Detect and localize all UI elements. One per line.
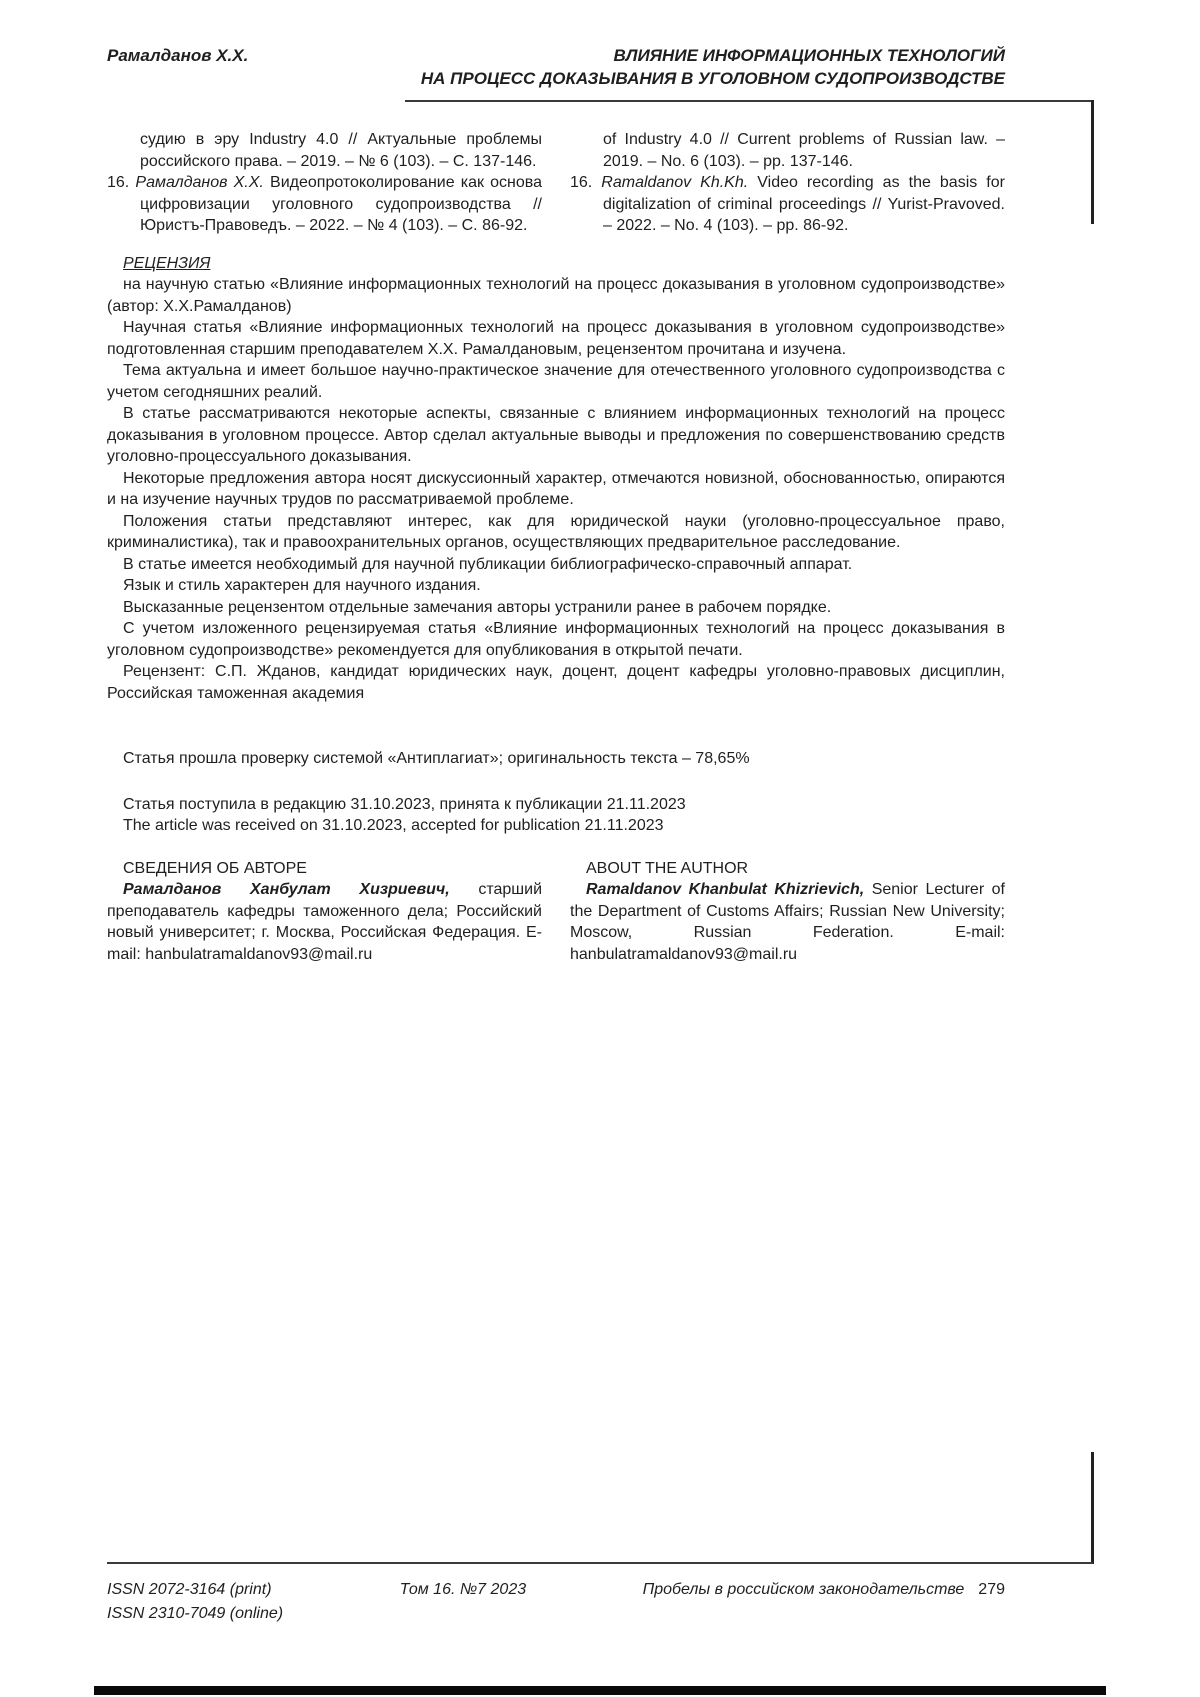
about-author-ru xyxy=(107,858,542,966)
reference-continuation-en: of Industry 4.0 // Current problems of Russian law. – 2019. – No. 6 (103). – pp. 137-146. xyxy=(603,131,1005,170)
running-header-title-line1: ВЛИЯНИЕ ИНФОРМАЦИОННЫХ ТЕХНОЛОГИЙ xyxy=(613,46,1005,65)
references-column-ru xyxy=(107,129,542,237)
plagiarism-note: Статья прошла проверку системой «Антиплагиат»; оригинальность текста – 78,65% xyxy=(123,750,750,767)
page-number: 279 xyxy=(978,1581,1005,1598)
right-margin-rule-bottom xyxy=(1091,1452,1094,1564)
reference-author: Рамалданов Х.Х. xyxy=(135,174,264,191)
footer-journal-block xyxy=(643,1578,1005,1602)
right-margin-rule-top xyxy=(1091,100,1094,224)
review-paragraph: В статье рассматриваются некоторые аспекты, связанные с влиянием информационных технологий на процесс доказывания в уголовном процессе. Автор сделал актуальные выводы и предложения по совершенствованию средств уголовно-процессуального доказывания. xyxy=(107,405,1005,465)
footer-divider xyxy=(107,1562,1093,1564)
running-header xyxy=(107,44,1005,90)
review-paragraph: В статье имеется необходимый для научной публикации библиографическо-справочный аппарат. xyxy=(123,555,853,573)
references-section xyxy=(107,129,1005,237)
footer-volume: Том 16. №7 2023 xyxy=(399,1581,527,1598)
reference-text: Video recording as the basis for digitalization of criminal proceedings // Yurist-Pravoved. – 2022. – No. 4 (103). – pp. 86-92. xyxy=(603,174,1005,234)
reference-item-16-en xyxy=(570,172,1005,237)
review-paragraph: Некоторые предложения автора носят дискуссионный характер, отмечаются новизной, обоснованностью, опираются и на изучение научных трудов по рассматриваемой проблеме. xyxy=(107,469,1005,508)
author-name-en: Ramaldanov Khanbulat Khizrievich, xyxy=(586,881,865,898)
received-dates xyxy=(107,794,1005,837)
references-column-en xyxy=(570,129,1005,237)
running-header-author: Рамалданов Х.Х. xyxy=(107,46,249,65)
reference-number: 16. xyxy=(570,174,593,191)
author-details-ru: старший преподаватель кафедры таможенного дела; Российский новый университет; г. Москва, Российская Федерация. E-mail: hanbulatramaldanov93@mail.ru xyxy=(107,881,542,963)
about-text-en xyxy=(570,879,1005,965)
review-paragraph: Научная статья «Влияние информационных технологий на процесс доказывания в уголовном судопроизводстве» подготовленная старшим преподавателем Х.Х. Рамалдановым, рецензентом прочитана и изучена. xyxy=(107,319,1005,358)
page-content xyxy=(107,44,1005,965)
review-paragraph: Положения статьи представляют интерес, как для юридической науки (уголовно-процессуальное право, криминалистика), так и правоохранительных органов, осуществляющих предварительное расследование. xyxy=(107,512,1005,551)
review-paragraph: Язык и стиль характерен для научного издания. xyxy=(123,577,481,594)
reference-number: 16. xyxy=(107,174,130,191)
about-text-ru xyxy=(107,879,542,965)
review-paragraph: на научную статью «Влияние информационных технологий на процесс доказывания в уголовном судопроизводстве» (автор: Х.Х.Рамалданов) xyxy=(107,276,1005,315)
about-author-section xyxy=(107,858,1005,966)
received-date-en: The article was received on 31.10.2023, accepted for publication 21.11.2023 xyxy=(123,817,664,834)
issn-online: ISSN 2310-7049 (online) xyxy=(107,1605,284,1622)
about-heading-en: ABOUT THE AUTHOR xyxy=(586,859,749,877)
journal-title: Пробелы в российском законодательстве xyxy=(642,1581,965,1598)
footer-issn-block xyxy=(107,1578,283,1626)
received-date-ru: Статья поступила в редакцию 31.10.2023, принята к публикации 21.11.2023 xyxy=(123,795,686,813)
footer xyxy=(107,1578,1005,1626)
author-name-ru: Рамалданов Ханбулат Хизриевич, xyxy=(123,881,450,898)
about-author-en xyxy=(570,858,1005,966)
review-section xyxy=(107,253,1005,705)
reference-author: Ramaldanov Kh.Kh. xyxy=(601,174,749,191)
header-divider xyxy=(405,100,1093,102)
author-details-en: Senior Lecturer of the Department of Customs Affairs; Russian New University; Moscow, Russian Federation. E-mail: hanbulatramaldanov93@mail.ru xyxy=(570,881,1006,963)
review-heading: РЕЦЕНЗИЯ xyxy=(123,254,211,272)
reference-continuation-ru: судию в эру Industry 4.0 // Актуальные проблемы российского права. – 2019. – № 6 (103). – С. 137-146. xyxy=(140,131,542,170)
review-paragraph: С учетом изложенного рецензируемая статья «Влияние информационных технологий на процесс доказывания в уголовном судопроизводстве» рекомендуется для опубликования в открытой печати. xyxy=(107,620,1005,659)
reference-item-16-ru xyxy=(107,172,542,237)
review-paragraph: Тема актуальна и имеет большое научно-практическое значение для отечественного уголовного судопроизводства с учетом сегодняшних реалий. xyxy=(107,362,1005,401)
reference-text: Видеопротоколирование как основа цифровизации уголовного судопроизводства // Юристъ-Правоведъ. – 2022. – № 4 (103). – С. 86-92. xyxy=(140,174,543,234)
issn-print: ISSN 2072-3164 (print) xyxy=(107,1581,272,1598)
review-paragraph: Высказанные рецензентом отдельные замечания авторы устранили ранее в рабочем порядке. xyxy=(123,598,832,616)
about-heading-ru: СВЕДЕНИЯ ОБ АВТОРЕ xyxy=(123,859,307,877)
running-header-title-line2: НА ПРОЦЕСС ДОКАЗЫВАНИЯ В УГОЛОВНОМ СУДОПРОИЗВОДСТВЕ xyxy=(420,69,1005,88)
page-bottom-edge xyxy=(94,1686,1106,1695)
reviewer-line: Рецензент: С.П. Жданов, кандидат юридических наук, доцент, доцент кафедры уголовно-правовых дисциплин, Российская таможенная академия xyxy=(107,663,1005,702)
running-header-title xyxy=(421,44,1005,90)
